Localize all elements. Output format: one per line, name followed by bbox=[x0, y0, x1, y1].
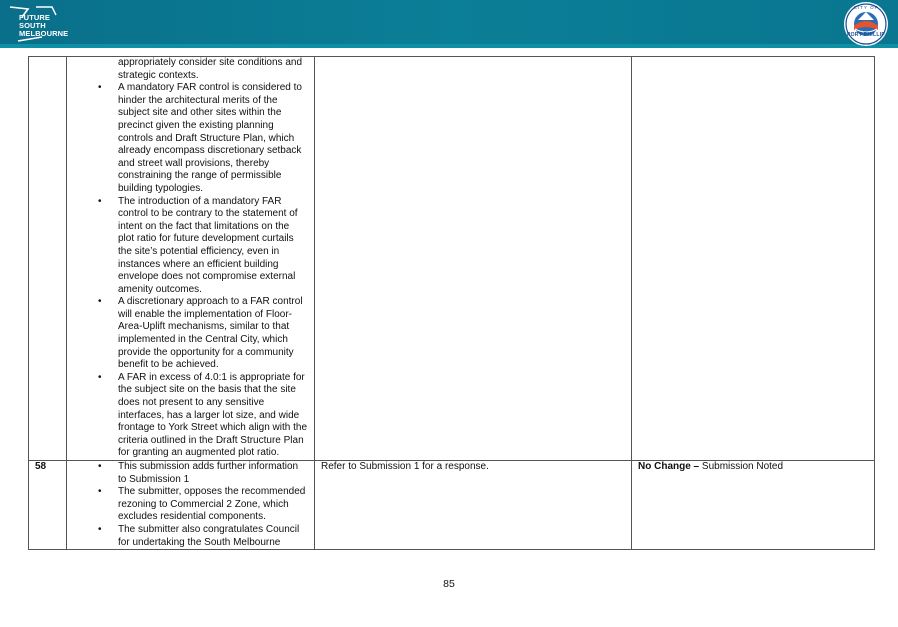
recommendation-cell bbox=[632, 57, 875, 461]
submissions-table bbox=[28, 56, 875, 550]
bullet-icon: • bbox=[98, 296, 102, 308]
seal-bottom-text: PORT PHILLIP bbox=[846, 32, 886, 38]
list-item bbox=[98, 486, 308, 524]
list-item-text: A discretionary approach to a FAR control will enable the implementation of Floor-Area-Uplift mechanisms, similar to that implemented in the Central City, which provide the opportunity for a community benefit to be achieved. bbox=[118, 296, 303, 371]
list-item bbox=[98, 195, 308, 297]
bullet-list bbox=[73, 461, 308, 549]
recommendation-text: Submission Noted bbox=[699, 461, 784, 472]
logo-line-3: MELBOURNE bbox=[19, 29, 69, 38]
list-item bbox=[98, 523, 308, 549]
future-south-melbourne-logo bbox=[6, 3, 86, 45]
table-row bbox=[29, 461, 875, 550]
header-band bbox=[0, 44, 898, 48]
continued-text: appropriately consider site conditions and strategic contexts. bbox=[118, 57, 302, 81]
response-cell: Refer to Submission 1 for a response. bbox=[315, 461, 632, 550]
list-item-text: This submission adds further information to Submission 1 bbox=[118, 461, 299, 485]
logo-line-1: FUTURE bbox=[19, 13, 51, 22]
list-item bbox=[98, 371, 308, 460]
submission-number-cell bbox=[29, 57, 67, 461]
recommendation-cell bbox=[632, 461, 875, 550]
bullet-icon: • bbox=[98, 371, 102, 383]
logo-text bbox=[19, 14, 68, 38]
list-item-text: The introduction of a mandatory FAR control to be contrary to the statement of intent on the fact that limitations on the plot ratio for future development curtails the site’s potential efficiency, even in instances where an efficient building envelope does not compromise external amenity outcomes. bbox=[118, 195, 298, 295]
table-row bbox=[29, 57, 875, 461]
page-header bbox=[0, 0, 898, 48]
list-item-text: A FAR in excess of 4.0:1 is appropriate for the subject site on the basis that the site does not present to any sensitive interfaces, has a larger lot size, and wide frontage to York Street which align with the criteria outlined in the Draft Structure Plan for granting an augmented plot ratio. bbox=[118, 371, 308, 459]
list-item-text: The submitter also congratulates Council for undertaking the South Melbourne bbox=[118, 523, 300, 548]
list-item-text: A mandatory FAR control is considered to hinder the architectural merits of the subject site and other sites within the precinct given the existing planning controls and Draft Structure Plan, which already encompass discretionary setback and street wall provisions, thereby constraining the range of permissible building typologies. bbox=[118, 82, 302, 194]
logo-line-2: SOUTH bbox=[19, 21, 46, 30]
response-cell bbox=[315, 57, 632, 461]
page-number: 85 bbox=[443, 578, 455, 590]
bullet-icon: • bbox=[98, 461, 102, 472]
bullet-icon: • bbox=[98, 523, 102, 535]
bullet-icon: • bbox=[98, 82, 102, 94]
city-of-port-phillip-seal bbox=[844, 2, 888, 46]
list-item bbox=[98, 82, 308, 195]
list-item bbox=[98, 461, 308, 486]
bullet-icon: • bbox=[98, 486, 102, 498]
submission-summary-cell bbox=[67, 57, 315, 461]
bullet-icon: • bbox=[98, 195, 102, 207]
recommendation-label: No Change – bbox=[638, 461, 700, 472]
submission-summary-cell bbox=[67, 461, 315, 550]
submission-number-cell: 58 bbox=[29, 461, 67, 550]
list-item-text: The submitter, opposes the recommended rezoning to Commercial 2 Zone, which excludes residential components. bbox=[118, 486, 306, 523]
bullet-list bbox=[73, 82, 308, 460]
seal-top-text: CITY OF bbox=[853, 5, 879, 10]
list-item bbox=[98, 296, 308, 372]
